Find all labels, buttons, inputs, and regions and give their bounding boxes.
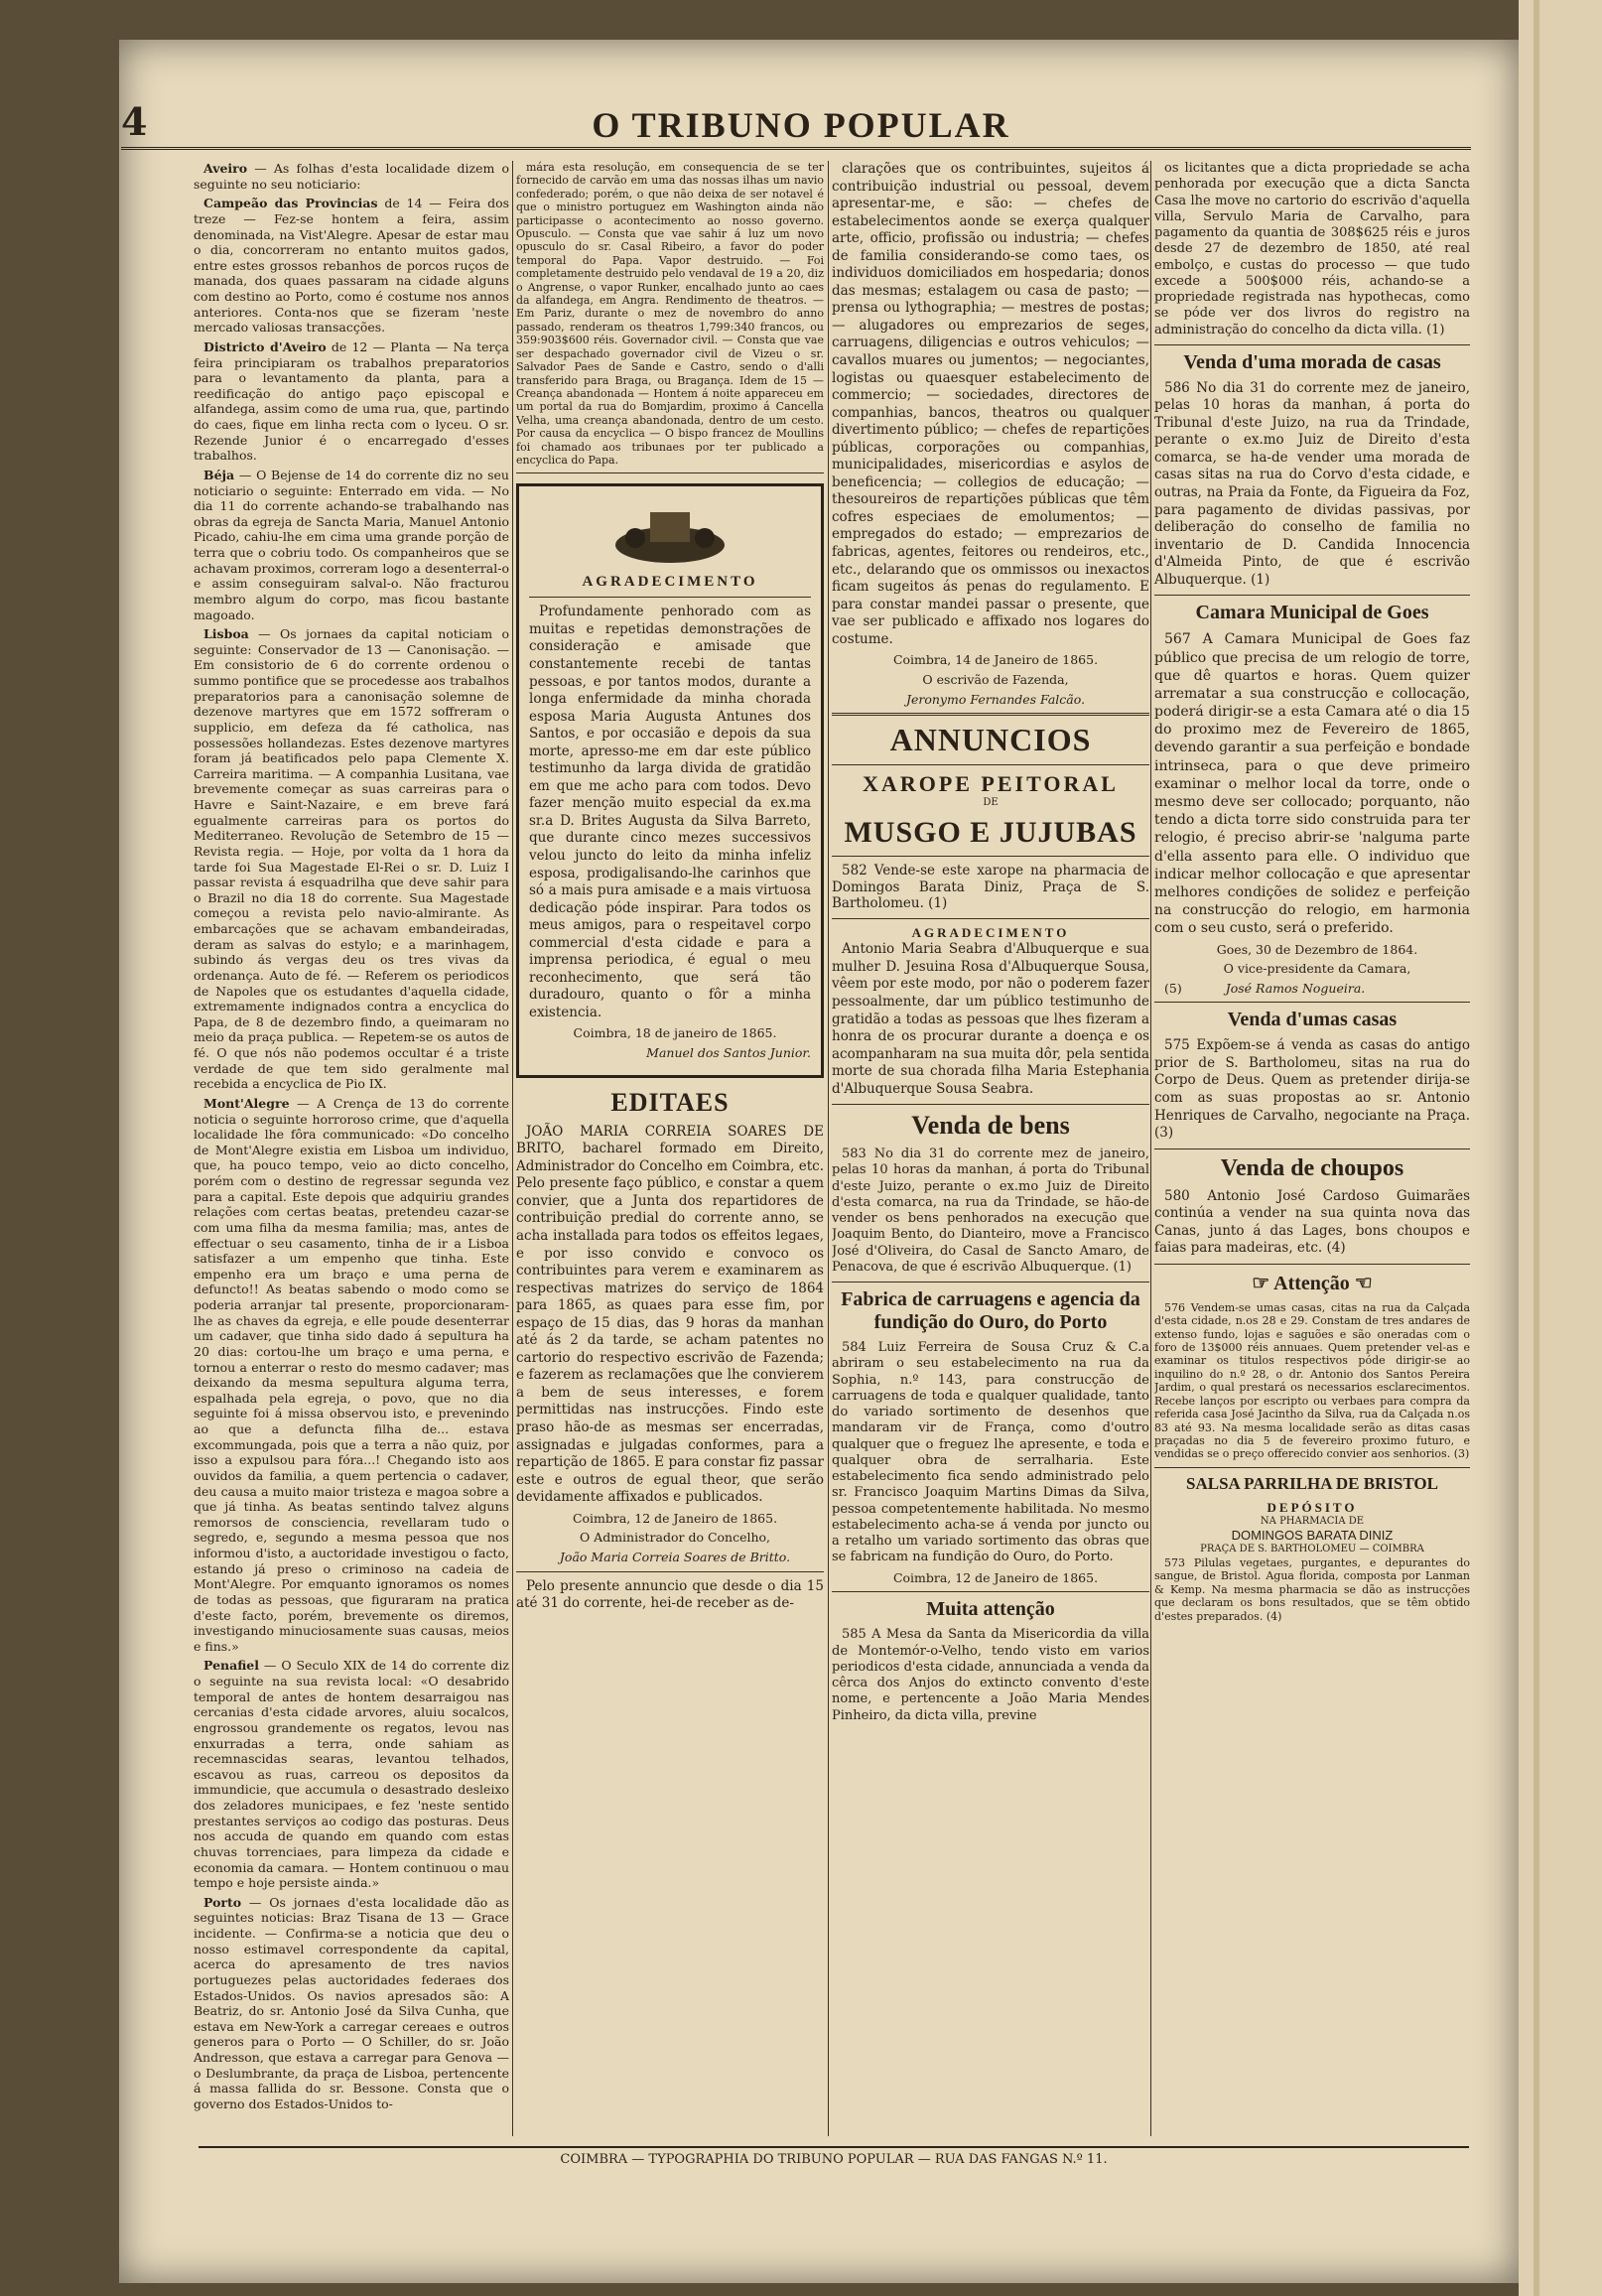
agradecimento2-text: Antonio Maria Seabra d'Albuquerque e sua mulher D. Jesuina Rosa d'Albuquerque Sousa, vêem por este modo, por não o poderem fazer pessoalmente, dar um público testimunho de gratidão a todas as pessoas que lhes fizeram a honra de os procurar durante a doença e os acompanharam na sua muita dôr, pela sentida morte de sua chorada filha Maria Estephania d'Albuquerque Sousa Seabra. [832,941,1149,1097]
fabrica-date: Coimbra, 12 de Janeiro de 1865. [892,1569,1099,1585]
column-4 [1154,161,1470,2136]
xarope-title: XAROPE PEITORAL [863,771,1119,797]
editaes-signature: João Maria Correia Soares de Britto. [559,1550,791,1564]
xarope-de: DE [983,797,999,809]
agradecimento-title: AGRADECIMENTO [582,574,758,591]
divider [1154,595,1470,596]
divider [1154,1467,1470,1468]
masthead-title: O TRIBUNO POPULAR [592,105,1010,145]
morada-title: Venda d'uma morada de casas [1183,350,1441,373]
salsa-pharmacy-name: DOMINGOS BARATA DINIZ [1231,1528,1394,1544]
column-2 [516,161,824,2136]
divider [529,597,811,598]
divider [1154,1148,1470,1149]
divider [832,918,1149,919]
news-item: Lisboa — Os jornaes da capital noticiam o seguinte: Conservador de 13 — Canonisação. — Em consistorio de 6 do corrente ordenou o summo pontifice que se procedesse aos trabalhos preparatorios para a canonisação solemne de dezenove martyres que em 1572 soffreram o supplicio, em defeza da fé catholica, nas possessões hollandezas. Estes dezenove martyres foram já beatificados pelo papa Clemente X. Carreira maritima. — A companhia Lusitana, vae brevemente começar as suas carreiras para o Havre e Saint-Nazaire, e em breve fará egualmente carreiras para os portos do Mediterraneo. Revolução de Setembro de 15 — Revista regia. — Hoje, por volta da 1 hora da tarde foi Sua Magestade El-Rei o sr. D. Luiz I passar revista á esquadrilha que deve sahir para o Brazil no dia 18 do corrente. Sua Magestade começou a revista pelo navio-almirante. As embarcações que se achavam embandeiradas, deram as salvas do estylo; e a marinhagem, subindo ás vergas deu os tres vivas da ordenança. Auto de fé. — Referem os periodicos de Napoles que os estudantes d'aquella cidade, extremamente indignados contra a encyclica do Papa, de 8 de dezembro findo, a queimaram no meio da praça publica. — Repetem-se os autos de fé. O que nós não podemos occultar é a triste verdade de que tem sido geralmente mal recebida a encyclica de Pio IX. [194,626,509,1092]
divider [1154,1002,1470,1003]
agradecimento-box [516,483,824,1077]
salsa-text: 573 Pilulas vegetaes, purgantes, e depurantes do sangue, de Bristol. Agua florida, composta por Lanman & Kemp. Na mesma pharmacia se dão as instrucções que declaram os bons resultados, que se têm obtido d'estes preparados. (4) [1154,1555,1470,1623]
edital-role: O escrivão de Fazenda, [922,671,1069,687]
column-3 [832,161,1149,2136]
salsa-place: PRAÇA DE S. BARTHOLOMEU — COIMBRA [1200,1544,1424,1555]
casas-title: Venda d'umas casas [1227,1009,1398,1031]
news-item: Campeão das Provincias de 14 — Feira dos treze — Fez-se hontem a feira, assim denominada, na Vist'Alegre. Apesar de estar mau o dia, concorreram no entanto muitos gados, entre estes grossos rebanhos de porcos ruços de manada, dos quaes passaram na cidade alguns com destino ao Porto, como é costume nos annos anteriores. Conta-nos que se fizeram 'neste mercado valiosas transacções. [194,196,509,336]
venda-bens-text: 583 No dia 31 do corrente mez de janeiro, pelas 10 horas da manhan, á porta do Tribunal d'este Juizo, perante o ex.mo Juiz de Direito d'esta comarca, na rua da Trindade, se hão-de vender os bens penhorados na execução que Joaquim Bento, do Dianteiro, move a Francisco José d'Oliveira, do Casal de Sancto Amaro, de Penacova, de que é escrivão Albuquerque. (1) [832,1147,1149,1275]
editaes-tail: Pelo presente annuncio que desde o dia 15 até 31 do corrente, hei-de receber as de- [516,1577,824,1611]
divider [1154,1264,1470,1265]
editaes-heading: EDITAES [610,1087,730,1117]
morada-text: 586 No dia 31 do corrente mez de janeiro, pelas 10 horas da manhan, á porta do Tribunal d'este Juizo, na rua da Trindade, perante o ex.mo Juiz de Direito d'esta comarca, se ha-de vender uma morada de casas sitas na rua do Corvo d'esta cidade, e outras, na Praia da Fonte, da Figueira da Foz, para pagamento de dividas passivas, por deliberação do conselho de familia no inventario de D. Candida Innocencia d'Almeida Pinto, de que é escrivão Albuquerque. (1) [1154,379,1470,588]
divider [832,1591,1149,1592]
xarope-text: 582 Vende-se este xarope na pharmacia de Domingos Barata Diniz, Praça de S. Bartholomeu. (1) [832,862,1149,912]
column-divider [828,161,829,2136]
editaes-continued: clarações que os contribuintes, sujeitos á contribuição industrial ou pessoal, devem apresentar-me, e são: — chefes de estabelecimentos aonde se exerça qualquer arte, officio, profissão ou industria; — chefes de familia considerando-se como taes, os individuos domiciliados em hospedaria; donos das mesmas; estalagem ou casa de pasto; — prensa ou lythographia; — mestres de postas; — alugadores ou emprezarios de seges, carruagens, diligencias e outros vehiculos; — cavallos muares ou jumentos; — negociantes, logistas ou quaesquer estabelecimento de commercio; — sociedades, directores de companhias, bancos, theatros ou qualquer divertimento público; — chefes de repartições públicas, corporações ou companhias, municipalidades, misericordias e asylos de beneficencia; — collegios de educação; — thesoureiros de repartições públicas que têm cofres especiaes de emolumentos; — empregados do estado; — emprezarios de fabricas, agentes, feitores ou rendeiros, etc., etc., delarando que os ommissos ou inexactos ficam sugeitos ás penas do regulamento. E para constar mandei passar o presente, que vae ser publicado e affixado nos logares do costume. [832,161,1149,647]
attencao-text: 576 Vendem-se umas casas, citas na rua da Calçada d'esta cidade, n.os 28 e 29. Constam de tres andares de extenso fundo, lojas e saguões e são oneradas com o foro de 13$000 réis annuaes. Quem pretender vel-as e examinar os titulos respectivos póde dirigir-se ao inquilino do n.º 28, o dr. Antonio dos Santos Pereira Jardim, o qual prestará os necessarios esclarecimentos. Recebe lanços por escripto ou verbaes para compra da referida casa José Jacintho da Silva, rua da Calçada n.os 83 até 93. Na mesma localidade serão as ditas casas praçadas no dia 5 de fevereiro proximo futuro, e vendidas se o preço offerecido convier aos senhorios. (3) [1154,1300,1470,1461]
venda-bens-title: Venda de bens [911,1111,1070,1141]
agradecimento-text: Profundamente penhorado com as muitas e repetidas demonstrações de consideração e amisade que constantemente recebi de tantas pessoas, e por tantos modos, durante a longa enfermidade da minha chorada esposa Maria Augusta Antunes dos Santos, e por occasião e depois da sua morte, apresso-me em dar este público testimunho da larga divida de gratidão em que me acho para com todos. Devo fazer menção muito especial da ex.ma sr.a D. Brites Augusta da Silva Barreto, que durante cinco mezes successivos velou juncto do leito da minha infeliz esposa, prodigalisando-lhe carinhos que só a mais pura amisade e a mais virtuosa dedicação póde inspirar. Para todos os meus amigos, para o respeitavel corpo commercial d'esta cidade e para a imprensa periodica, é egual o meu reconhecimento, que será tão duradouro, quanto o fôr a minha existencia. [529,604,811,1020]
divider [516,1571,824,1572]
divider [832,764,1149,765]
camara-text: 567 A Camara Municipal de Goes faz público que precisa de um relogio de torre, que dê quartos e horas. Quem quizer arrematar a sua construcção e collocação, poderá dirigir-se a esta Camara até o dia 15 do proximo mez de Fevereiro de 1865, devendo garantir a sua perfeição e bondade intrinseca, para o que deve primeiro examinar o melhor local da torre, onde o mesmo deve ser collocado; porquanto, não tendo a dicta torre sido construida para ter relogio, é preciso abrir-se 'nalguma parte d'ella assento para elle. O individuo que indicar melhor collocação e que apresentar melhores condições de solidez e perfeição na construcção do relogio, em harmonia com o seu custo, será o preferido. [1154,631,1470,937]
attencao-title: ☞ Attenção ☜ [1252,1272,1373,1294]
column-divider [1150,161,1151,2136]
news-item: Porto — Os jornaes d'esta localidade dão as seguintes noticias: Braz Tisana de 13 — Grace incidente. — Confirma-se a noticia que deu o nosso estimavel correspondente da capital, acerca do apresamento de tres navios portuguezes pelas auctoridades federaes dos Estados-Unidos. Os navios apresados são: A Beatriz, do sr. Antonio José da Silva Cunha, que estava em New-York a carregar cereaes e outros generos para o Porto — O Schiller, do sr. João Andresson, que estava a carregar para Genova — o Deslumbrante, da praça de Lisboa, pertencente á massa fallida do sr. Bessone. Consta que o governo dos Estados-Unidos to- [194,1894,509,2111]
fabrica-title: Fabrica de carruagens e agencia da fundição do Ouro, do Porto [841,1288,1140,1334]
camara-title: Camara Municipal de Goes [1195,602,1429,624]
editaes-role: O Administrador do Concelho, [579,1530,771,1546]
agradecimento-signature: Manuel dos Santos Junior. [646,1045,811,1061]
news-item: Mont'Alegre — A Crença de 13 do corrente noticia o seguinte horroroso crime, que d'aquella localidade lhe fôra communicado: «Do concelho de Mont'Alegre existia em Lisboa um individuo, que, ha pouco tempo, veio ao dicto concelho, porém com o destino de regressar segunda vez para a capital. Este depois que adquiriu grandes relações com certas beatas, pretendeu cazar-se com uma filha da mesma familia; mas, antes de effectuar o seu casamento, tinha de ir a Lisboa satisfazer a um empenho que tinha. Este empenho era um braço e uma perna de defuncto!! As beatas sabendo o modo como se poderia arranjar tal presente, proporcionaram-lhe as chaves da egreja, e elle poude desenterrar um cadaver, que tinha sido dado á sepultura ha 20 dias: cortou-lhe um braço e uma perna, e tornou a enterrar o resto do mesmo cadaver; mas deixando da mesma sepultura alguma terra, espalhada pela egreja, o povo, que no dia seguinte foi á missa observou isto, e prevenindo ao que a defuncta filha de... estava excommungada, pois que a terra a não quiz, por isso a expulsou para fóra...! Chegando isto aos ouvidos da familia, a quem pertencia o cadaver, deu causa a muito maior tristeza e magoa sobre a que já tinha. As beatas sentindo talvez alguns remorsos de consciencia, revellaram tudo o segredo, e, segundo a mesma pessoa que nos informou d'isto, a auctoridade investigou o facto, estando já preso o criminoso na cadeia de Mont'Alegre. Por emquanto ignoramos os nomes de todas as pessoas, que figuraram na pratica d'este facto, porém, brevemente os diremos, investigando minuciosamente suas causas, meios e fins.» [194,1095,509,1654]
salsa-title: SALSA PARRILHA DE BRISTOL [1186,1473,1438,1493]
editaes-text: JOÃO MARIA CORREIA SOARES DE BRITO, bacharel formado em Direito, Administrador do Concelho em Coimbra, etc. Pelo presente faço público, e constar a quem convier, que a Junta dos repartidores de contribuição predial do corrente anno, se acha installada para todos os effeitos legaes, e por isso convido e convoco os contribuintes para verem e examinarem as respectivas matrizes do serviço de 1864 para 1865, as quaes para esse fim, por espaço de 15 dias, das 9 horas da manhan até ás 2 da tarde, se acham patentes no cartorio do respectivo escrivão de Fazenda; e fazerem as reclamações que lhe convierem a bem de seus interesses, e forem permittidas nas instrucções. Findo este praso hão-de as mesmas ser encerradas, assignadas e julgadas conformes, para a repartição de 1865. E para constar fiz passar este e outros de egual theor, que serão devidamente affixados e publicados. [516,1123,824,1506]
news-item: Béja — O Bejense de 14 do corrente diz no seu noticiario o seguinte: Enterrado em vida. — No dia 11 do corrente achando-se trabalhando nas obras da egreja de Sancta Maria, Manuel Antonio Picado, cahiu-lhe em cima uma grande porção de terra que o cobriu todo. Os companheiros que se achavam proximos, correram logo a desenterral-o e assim conseguiram salval-o. Não fracturou membro algum do corpo, mas ficou bastante magoado. [194,467,509,622]
camara-signature-line: (5) José Ramos Nogueira. [1164,980,1366,996]
editaes-date: Coimbra, 12 de Janeiro de 1865. [572,1510,778,1526]
divider [832,1282,1149,1283]
news-item: Aveiro — As folhas d'esta localidade dizem o seguinte no seu noticiario: [194,161,509,192]
camara-date: Goes, 30 de Dezembro de 1864. [1216,941,1418,957]
edital-date: Coimbra, 14 de Janeiro de 1865. [892,652,1099,668]
news-item: Penafiel — O Seculo XIX de 14 do corrente diz o seguinte na sua revista local: «O desabrido temporal de antes de hontem desarraigou nas cercanias d'esta cidade arvores, aluiu socalcos, engrossou grandemente os regatos, levou nas enxurradas a terra, onde sahiam as recemnascidas searas, levantou telhados, escavou as ruas, carreou os depositos da immundicie, que accumula o desastrado desleixo dos zeladores municipaes, e fez 'neste sentido prestantes serviços ao codigo das posturas. Deus nos accuda de quando em quando com estas chuvas torrenciaes, para limpeza da cidade e economia da camara. — Hontem continuou o mau tempo e hoje persiste ainda.» [194,1658,509,1891]
divider [1154,344,1470,345]
salsa-deposito: DEPÓSITO [1267,1499,1358,1515]
agradecimento-date: Coimbra, 18 de janeiro de 1865. [573,1025,777,1041]
column-news [194,161,509,2136]
muita-attencao-text: 585 A Mesa da Santa da Misericordia da villa de Montemór-o-Velho, tendo visto em varios periodicos d'esta cidade, annunciada a venda da cêrca dos Anjos do extincto convento d'este nome, e pertencente a João Maria Mendes Pinheiro, da dicta villa, previne [832,1627,1149,1723]
pointing-hand-icon: ☞ [1252,1272,1274,1294]
camara-role: O vice-presidente da Camara, [1223,961,1411,977]
header-rule [121,147,1471,150]
news-item: Districto d'Aveiro de 12 — Planta — Na terça feira principiaram os trabalhos preparatorios para o levantamento da planta, para a reedificação do antigo paço episcopal e alfandega, assim como de uma rua, que, partindo do caes, fique em linha recta com o lyceu. O sr. Rezende Junior é o encarregado d'esses trabalhos. [194,338,509,464]
xarope-title-2: MUSGO E JUJUBAS [844,815,1137,849]
fabrica-text: 584 Luiz Ferreira de Sousa Cruz & C.a abriram o seu estabelecimento na rua da Sophia, n.º 143, para construcção de carruagens de toda e qualquer qualidade, tanto do variado sortimento de desenhos que mandaram vir de França, como d'outro qualquer que o freguez lhe apresente, e toda e qualquer obra de serralharia. Este estabelecimento fica sendo administrado pelo sr. Francisco Joaquim Martins Dimas da Silva, pessoa competentemente habilitada. No mesmo estabelecimento acha-se á venda por juncto ou a retalho um variado sortimento das obras que se fabricam na fundição do Ouro, do Porto. [832,1340,1149,1565]
casas-text: 575 Expõem-se á venda as casas do antigo prior de S. Bartholomeu, sitas na rua do Corpo de Deus. Quem as pretender dirija-se com as suas propostas ao sr. Antonio Henriques de Carvalho, negociante na Praça. (3) [1154,1037,1470,1142]
agradecimento2-title: AGRADECIMENTO [911,925,1070,941]
divider [832,713,1149,716]
pointing-hand-icon: ☜ [1349,1272,1373,1294]
divider [832,856,1149,857]
column-divider [512,161,513,2136]
page-edge-shadow [1534,0,1539,2296]
choupos-text: 580 Antonio José Cardoso Guimarães continúa a vender na sua quinta nova das Canas, junto á das Lages, bons choupos e faias para madeiras, etc. (4) [1154,1187,1470,1257]
news-continued: mára esta resolução, em consequencia de se ter fornecido de carvão em uma das nossas ilhas um navio confederado; porém, o que não deixa de ser notavel é que o ministro portuguez em Washington ainda não participasse o acontecimento ao nosso governo. Opusculo. — Consta que vae sahir á luz um novo opusculo do sr. Casal Ribeiro, a favor do poder temporal do Papa. Vapor destruido. — Foi completamente destruido pelo vendaval de 19 a 20, diz o Angrense, o vapor Runker, encalhado junto ao caes da alfandega, em Angra. Rendimento de theatros. — Em Pariz, durante o mez de novembro do anno passado, renderam os theatros 1,799:340 francos, ou 359:903$600 réis. Governador civil. — Consta que vae ser despachado governador civil de Vizeu o sr. Salvador Paes de Sande e Castro, sendo o d'alli transferido para Braga, ou Bragança. Idem de 15 — Creança abandonada — Hontem á noite appareceu em um portal da rua do Bomjardim, proximo á Cancella Velha, uma creança abandonada, dentro de um cesto. Por causa da encyclica — O bispo francez de Moullins foi chamado aos tribunaes por ter publicado a encyclica do Papa. [516,161,824,467]
page-edge [1519,0,1602,2296]
salsa-na: NA PHARMACIA DE [1260,1515,1365,1527]
edital-signature: Jeronymo Fernandes Falcão. [905,691,1086,707]
page-number: 4 [121,99,148,144]
footer-imprint: COIMBRA — TYPOGRAPHIA DO TRIBUNO POPULAR — RUA DAS FANGAS N.º 11. [199,2146,1469,2167]
choupos-title: Venda de choupos [1220,1154,1404,1181]
muita-attencao-title: Muita attenção [926,1598,1055,1621]
mourning-emblem-icon [605,500,734,570]
annuncios-heading: ANNUNCIOS [889,722,1092,758]
divider [832,1104,1149,1105]
muita-attencao-continued: os licitantes que a dicta propriedade se acha penhorada por execução que a dicta Sancta Casa lhe move no cartorio do escrivão d'aquella villa, Servulo Maria de Carvalho, para pagamento da quantia de 308$625 réis e juros desde 27 de dezembro de 1850, até real embolço, e custas do processo — que tudo excede a 500$000 réis, achando-se a propriedade registrada nas hypothecas, como se póde ver dos livros do registro na administração do concelho da dicta villa. (1) [1154,161,1470,338]
